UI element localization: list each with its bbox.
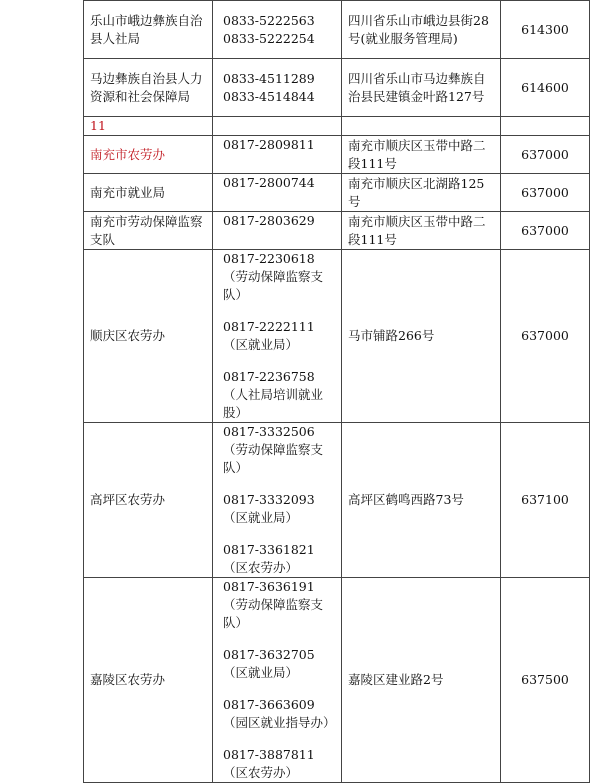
section-row [84, 117, 590, 136]
phone-number: 0817-3332506（劳动保障监察支队） [223, 424, 324, 475]
postcode: 637000 [501, 136, 590, 174]
address: 马市铺路266号 [342, 250, 501, 423]
phone-cell [213, 136, 342, 174]
table-row [84, 59, 590, 117]
unit-name: 南充市就业局 [84, 174, 213, 212]
address: 高坪区鹤鸣西路73号 [342, 423, 501, 578]
table-row [84, 1, 590, 59]
phone-number: 0833-4514844 [223, 88, 315, 104]
phone-number: 0817-2803629 [223, 213, 315, 228]
phone-number: 0817-3636191（劳动保障监察支队） [223, 579, 324, 630]
address: 南充市顺庆区玉带中路二段111号 [342, 212, 501, 250]
unit-name: 马边彝族自治县人力资源和社会保障局 [84, 59, 213, 117]
postcode: 637100 [501, 423, 590, 578]
phone-number: 0833-5222254 [223, 30, 315, 46]
phone-number: 0817-2222111（区就业局） [223, 319, 315, 352]
phone-number: 0817-3332093（区就业局） [223, 492, 315, 525]
phone-number: 0817-2800744 [223, 175, 315, 190]
address: 四川省乐山市马边彝族自治县民建镇金叶路127号 [342, 59, 501, 117]
table-row [84, 212, 590, 250]
address: 南充市顺庆区北湖路125号 [342, 174, 501, 212]
phone-cell [213, 578, 342, 783]
phone-cell [213, 250, 342, 423]
postcode: 637000 [501, 174, 590, 212]
phone-number: 0817-3663609（园区就业指导办） [223, 697, 336, 730]
table-row [84, 250, 590, 423]
phone-number: 0817-2230618（劳动保障监察支队） [223, 251, 324, 302]
address: 嘉陵区建业路2号 [342, 578, 501, 783]
table-row [84, 423, 590, 578]
phone-cell [213, 1, 342, 59]
unit-name: 顺庆区农劳办 [84, 250, 213, 423]
table-row [84, 136, 590, 174]
table-row [84, 578, 590, 783]
phone-number: 0817-2809811 [223, 137, 315, 152]
phone-number: 0833-5222563 [223, 12, 315, 28]
phone-number: 0817-3887811（区农劳办） [223, 747, 315, 780]
postcode: 637000 [501, 212, 590, 250]
unit-name: 南充市劳动保障监察支队 [84, 212, 213, 250]
phone-number: 0833-4511289 [223, 70, 315, 86]
postcode: 637500 [501, 578, 590, 783]
phone-cell [213, 59, 342, 117]
phone-number: 0817-2236758（人社局培训就业股） [223, 369, 324, 420]
address: 四川省乐山市峨边县街28号(就业服务管理局) [342, 1, 501, 59]
contact-table [83, 0, 590, 783]
section-number: 11 [84, 117, 213, 136]
unit-name: 南充市农劳办 [84, 136, 213, 174]
postcode: 614600 [501, 59, 590, 117]
postcode: 614300 [501, 1, 590, 59]
unit-name: 乐山市峨边彝族自治县人社局 [84, 1, 213, 59]
phone-number: 0817-3632705（区就业局） [223, 647, 315, 680]
unit-name: 嘉陵区农劳办 [84, 578, 213, 783]
postcode: 637000 [501, 250, 590, 423]
phone-cell [213, 212, 342, 250]
phone-number: 0817-3361821（区农劳办） [223, 542, 315, 575]
unit-name: 高坪区农劳办 [84, 423, 213, 578]
table-row [84, 174, 590, 212]
phone-cell [213, 423, 342, 578]
address: 南充市顺庆区玉带中路二段111号 [342, 136, 501, 174]
phone-cell [213, 174, 342, 212]
